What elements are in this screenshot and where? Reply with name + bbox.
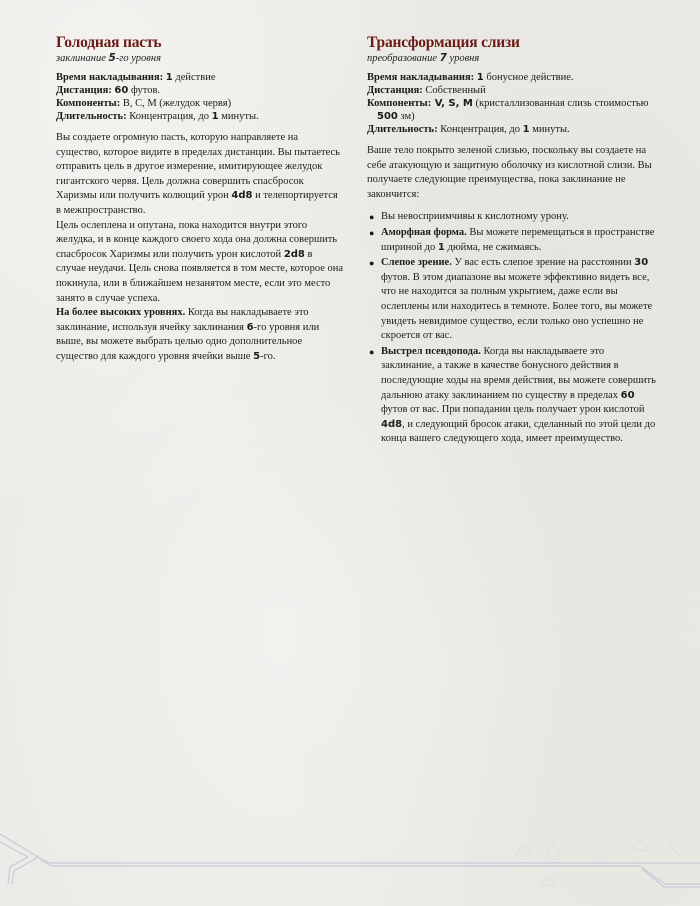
stat-number: 1 — [211, 111, 219, 122]
spell-description — [367, 144, 657, 202]
stat-label: Время накладывания: — [56, 72, 164, 83]
spell-subtitle — [367, 52, 657, 65]
feature-list — [367, 210, 657, 447]
stat-number: 1 — [522, 124, 530, 135]
feature-text: Вы можете перемещаться в пространстве шириной до — [381, 226, 655, 253]
feature-item — [367, 226, 657, 255]
stat-label: Дистанция: — [56, 85, 112, 96]
stat-value: футов. — [128, 85, 161, 96]
feature-text: футов. В этом диапазоне вы можете эффективно видеть все, что не находится за полным укрытием, даже если вы ослеплены или находитесь в темноте. Более того, вы можете увидеть невидимое существо, если только оно успешно не скроется от вас. — [381, 271, 653, 342]
stat-value: действие — [172, 72, 216, 83]
stat-value: Собственный — [422, 85, 486, 96]
text: -го. — [260, 350, 276, 362]
dice-value: 4d8 — [381, 418, 403, 430]
ornament-lines — [0, 834, 700, 887]
feature-number: 60 — [620, 389, 635, 401]
feature-text: Когда вы накладываете это заклинание, а также в качестве бонусного действия в последующие ходы на время действия, вы можете совершить дальнюю атаку заклинанием по существу в пределах — [381, 345, 656, 401]
stat-value: (кристаллизованная слизь стоимостью — [472, 98, 649, 109]
dice-value: 2d8 — [283, 248, 305, 260]
stat-duration — [56, 110, 344, 123]
level-number: 5 — [253, 350, 261, 362]
subtitle-school: заклинание — [56, 53, 109, 64]
stat-components — [367, 97, 657, 123]
stat-value: В, С, М (желудок червя) — [120, 98, 232, 109]
feature-text: Вы невосприимчивы к кислотному урону. — [381, 211, 569, 223]
spell-title: Голодная пасть — [56, 34, 162, 51]
spell-title: Трансформация слизи — [367, 34, 520, 51]
stat-label: Дистанция: — [367, 85, 423, 96]
feature-name: Выстрел псевдопода. — [381, 345, 481, 357]
description-paragraph — [56, 219, 344, 307]
stat-duration — [367, 123, 657, 136]
spell-description — [56, 131, 344, 365]
stat-value: минуты. — [529, 124, 570, 135]
dice-value: 4d8 — [231, 190, 253, 202]
stat-value: Концентрация, до — [437, 124, 523, 135]
higher-levels-paragraph — [56, 306, 344, 364]
feature-name: Слепое зрение. — [381, 257, 452, 269]
stat-casting-time — [56, 71, 344, 84]
footer-ornament — [0, 796, 700, 906]
text: Когда вы накладываете это заклинание, используя ячейку заклинания — [56, 307, 309, 333]
feature-name: Аморфная форма. — [381, 226, 467, 238]
bullet-icon: ● — [369, 346, 375, 357]
stat-number: 60 — [114, 85, 129, 96]
stat-number: 1 — [165, 72, 173, 83]
text: Вы создаете огромную пасть, которую направляете на существо, которое видите в пределах дистанции. Вы пытаетесь отправить цель в другое измерение, имитирующее желудок гигантского червя. Цель должна совершить спасбросок Харизмы или получить колющий урон — [56, 132, 340, 202]
stat-value: Концентрация, до — [126, 111, 212, 122]
spell-subtitle — [56, 52, 344, 65]
subtitle-school: преобразование — [367, 53, 440, 64]
stat-casting-time — [367, 71, 657, 84]
stat-label: Время накладывания: — [367, 72, 475, 83]
feature-text: У вас есть слепое зрение на расстоянии — [451, 257, 635, 269]
spell-ooze-transformation — [367, 34, 657, 448]
rune-pattern — [515, 836, 680, 886]
stat-value: зм) — [397, 111, 415, 122]
stat-components — [56, 97, 344, 110]
bullet-icon: ● — [369, 212, 375, 223]
feature-item — [367, 210, 657, 225]
stat-range — [367, 84, 657, 97]
stat-range — [56, 84, 344, 97]
subtitle-suffix: уровня — [446, 53, 480, 64]
stat-number: 1 — [476, 72, 484, 83]
subtitle-level: 5 — [108, 52, 116, 64]
higher-levels-label: На более высоких уровнях. — [56, 307, 186, 319]
level-number: 6 — [246, 321, 254, 333]
feature-item — [367, 256, 657, 344]
stat-value: минуты. — [218, 111, 259, 122]
feature-number: 1 — [437, 241, 445, 253]
subtitle-suffix: -го уровня — [115, 53, 161, 64]
description-intro: Ваше тело покрыто зеленой слизью, поскольку вы создаете на себе атакующую и защитную оболочку из кислотной слизи. Вы получаете следующие преимущества, пока заклинание не закончится: — [367, 145, 652, 200]
text: и телепортируется в межпространство. — [56, 190, 338, 216]
feature-text: дюйма, не сжимаясь. — [444, 241, 542, 253]
stat-label: Длительность: — [56, 111, 127, 122]
text: -го уровня или выше, вы можете выбрать целью одно дополнительное существо для каждого уровня ячейки выше — [56, 321, 320, 362]
stat-label: Длительность: — [367, 124, 438, 135]
stat-label: Компоненты: — [367, 98, 432, 109]
stat-label: Компоненты: — [56, 98, 121, 109]
feature-number: 30 — [634, 257, 649, 269]
text: в случае неудачи. Цель снова появляется в том месте, которое она покинула, или в ближайшем незанятом месте, если это место занято в случае успеха. — [56, 248, 344, 304]
components-letters: V, S, M — [431, 98, 473, 109]
stat-value: бонусное действие. — [483, 72, 574, 83]
bullet-icon: ● — [369, 227, 375, 238]
feature-item — [367, 345, 657, 447]
text: Цель ослеплена и опутана, пока находится внутри этого желудка, и в конце каждого своего хода она должна совершить спасбросок Харизмы или получить урон кислотой — [56, 219, 338, 260]
bullet-icon: ● — [369, 258, 375, 269]
stat-number: 500 — [377, 111, 398, 122]
description-paragraph — [56, 131, 344, 219]
feature-text: , и следующий бросок атаки, сделанный по этой цели до конца вашего следующего хода, имеет преимущество. — [381, 418, 656, 445]
subtitle-level: 7 — [439, 52, 447, 64]
feature-text: футов от вас. При попадании цель получает урон кислотой — [381, 404, 645, 416]
spell-hungry-maw — [56, 34, 344, 365]
